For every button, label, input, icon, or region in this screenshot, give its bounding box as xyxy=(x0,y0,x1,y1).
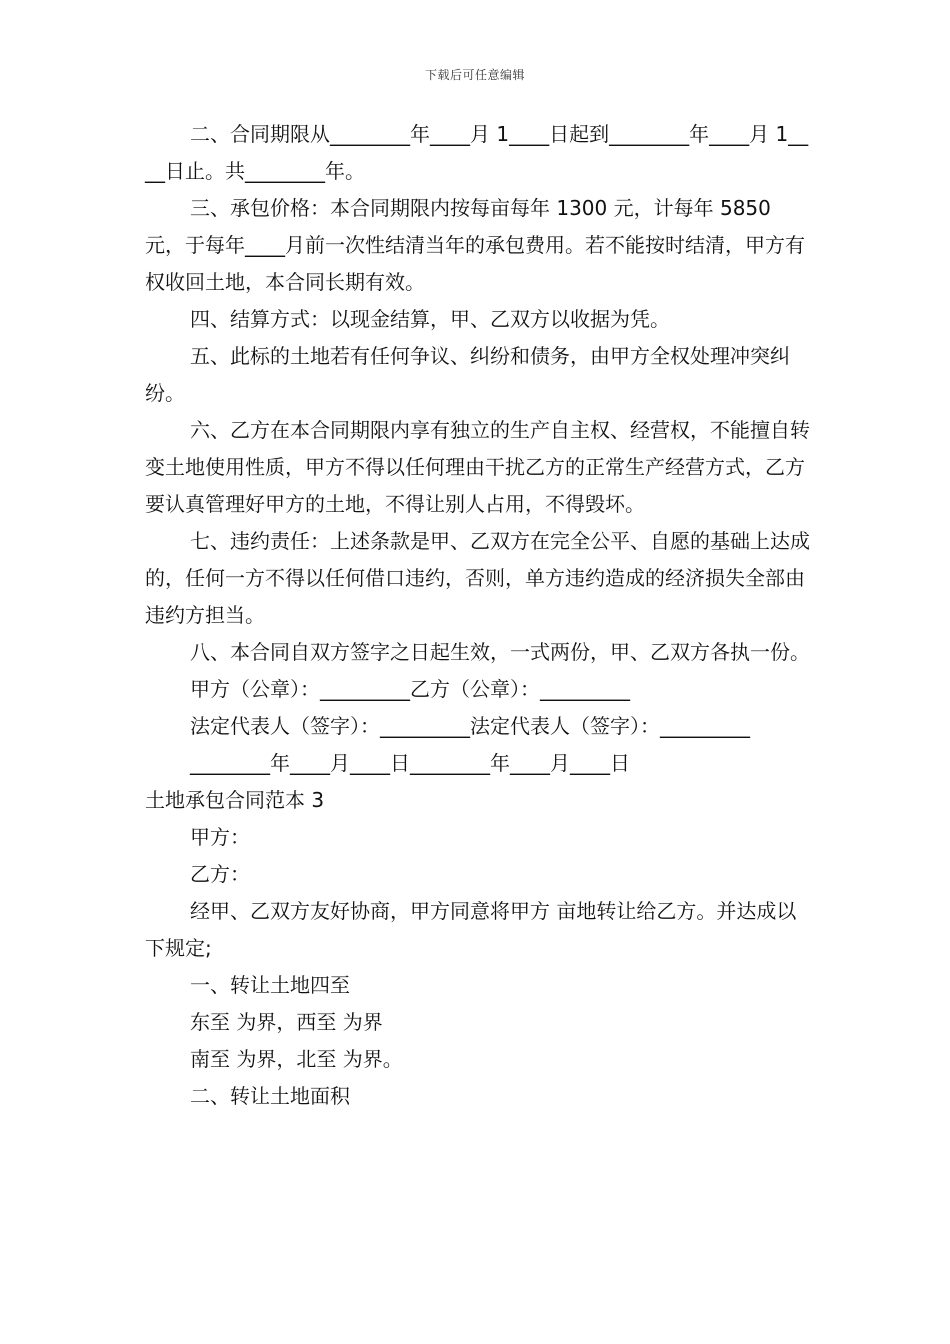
section-title: 土地承包合同范本 3 xyxy=(145,788,325,812)
page-header: 下载后可任意编辑 xyxy=(424,68,525,82)
clause-rights: 六、乙方在本合同期限内享有独立的生产自主权、经营权，不能擅自转变土地使用性质，甲方不得以任何理由干扰乙方的正常生产经营方式，乙方要认真管理好甲方的土地，不得让别人占用，不得毁坏。 xyxy=(145,418,810,516)
boundary-east-west: 东至 为界，西至 为界 xyxy=(190,1010,383,1034)
clause-term: 二、合同期限从________年____月 1____日起到________年____月 1____日止。共________年。 xyxy=(145,122,809,183)
signature-representative-line: 法定代表人（签字）：_________法定代表人（签字）：_________ xyxy=(190,714,750,738)
item-area-heading: 二、转让土地面积 xyxy=(190,1084,350,1108)
party-b-line: 乙方： xyxy=(190,862,250,886)
clause-disputes: 五、此标的土地若有任何争议、纠纷和债务，由甲方全权处理冲突纠纷。 xyxy=(145,344,790,405)
document-body xyxy=(145,116,810,1115)
agreement-intro: 经甲、乙双方友好协商，甲方同意将甲方 亩地转让给乙方。并达成以下规定; xyxy=(145,899,797,960)
item-boundaries-heading: 一、转让土地四至 xyxy=(190,973,350,997)
boundary-south-north: 南至 为界，北至 为界。 xyxy=(190,1047,403,1071)
clause-breach: 七、违约责任：上述条款是甲、乙双方在完全公平、自愿的基础上达成的，任何一方不得以任何借口违约，否则，单方违约造成的经济损失全部由违约方担当。 xyxy=(145,529,810,627)
party-a-line: 甲方： xyxy=(190,825,250,849)
signature-seal-line: 甲方（公章）：_________乙方（公章）：_________ xyxy=(190,677,630,701)
clause-settlement: 四、结算方式：以现金结算，甲、乙双方以收据为凭。 xyxy=(190,307,670,331)
clause-price: 三、承包价格：本合同期限内按每亩每年 1300 元，计每年 5850 元，于每年____月前一次性结清当年的承包费用。若不能按时结清，甲方有权收回土地，本合同长期有效。 xyxy=(145,196,805,294)
signature-date-line: ________年____月____日________年____月____日 xyxy=(190,751,630,775)
clause-effective: 八、本合同自双方签字之日起生效，一式两份，甲、乙双方各执一份。 xyxy=(190,640,810,664)
